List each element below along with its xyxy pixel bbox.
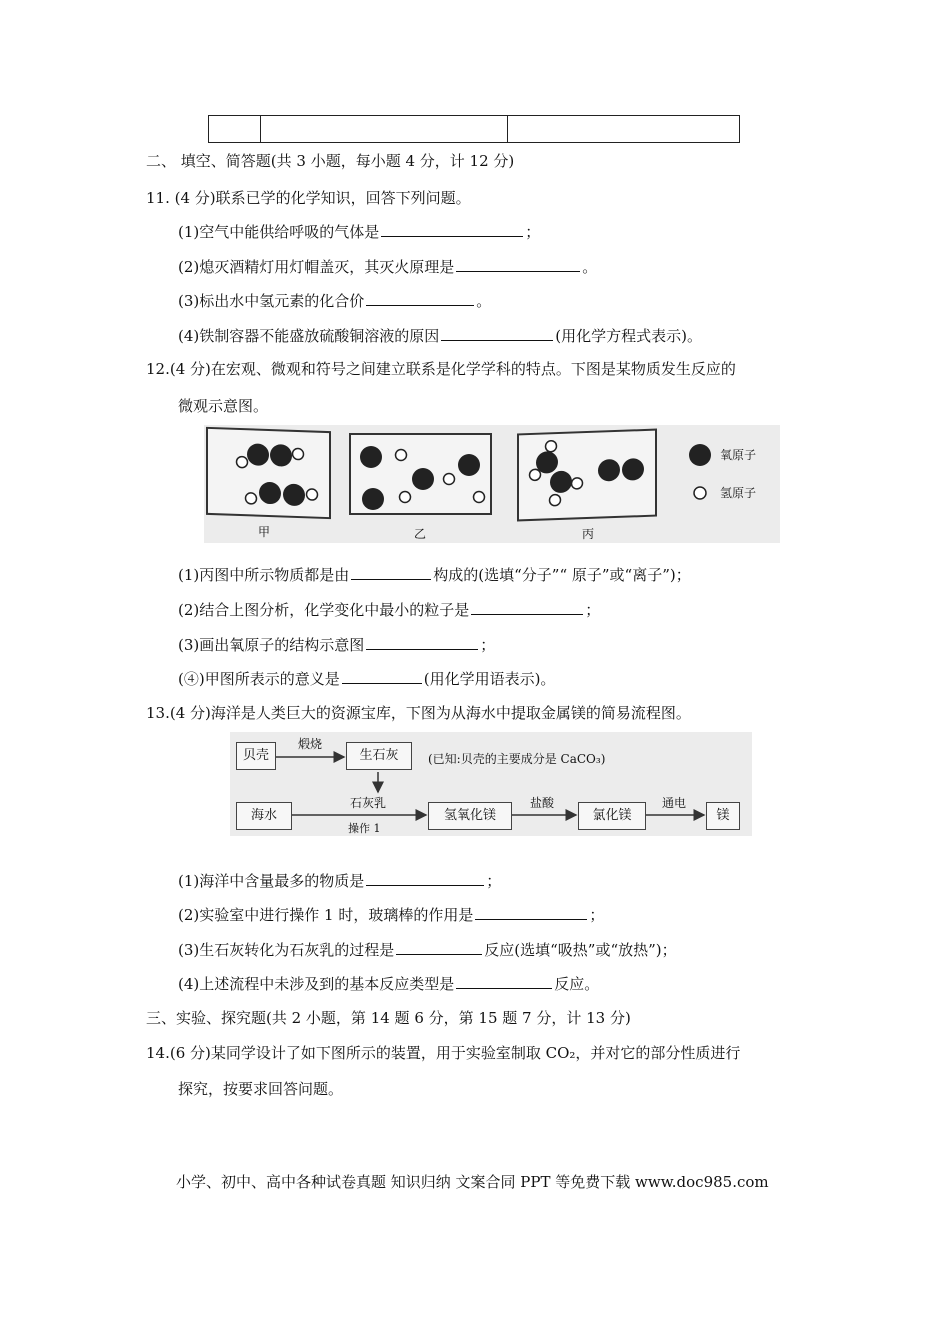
legend-oxygen: 氧原子 <box>720 448 757 462</box>
table-divider <box>507 116 508 142</box>
table-divider <box>260 116 261 142</box>
answer-blank[interactable] <box>475 905 587 920</box>
answer-blank[interactable] <box>441 326 553 341</box>
q12-part3: (3)画出氧原子的结构示意图 ； <box>178 636 496 654</box>
flow-limemilk: 石灰乳 <box>350 796 387 810</box>
flow-seawater: 海水 <box>236 802 292 830</box>
answer-blank[interactable] <box>456 257 580 272</box>
answer-blank[interactable] <box>366 635 478 650</box>
micro-reaction-figure <box>204 425 780 543</box>
q14-stem-line2: 探究，按要求回答问题。 <box>178 1080 344 1098</box>
water-molecules-icon <box>208 429 329 517</box>
magnesium-flowchart <box>230 732 752 836</box>
hydrogen-atom-icon <box>692 485 708 501</box>
answer-blank[interactable] <box>366 871 484 886</box>
box-yi <box>349 433 492 515</box>
q11-part1: (1)空气中能供给呼吸的气体是 ； <box>178 223 541 241</box>
q13-part3: (3)生石灰转化为石灰乳的过程是 反应(选填“吸热”或“放热”)； <box>178 941 677 959</box>
label-bing: 丙 <box>582 527 595 541</box>
answer-blank[interactable] <box>342 669 422 684</box>
q13-part1: (1)海洋中含量最多的物质是 ； <box>178 872 502 890</box>
flow-operation1: 操作 1 <box>348 822 381 835</box>
flow-mg: 镁 <box>706 802 740 830</box>
q11-part3: (3)标出水中氢元素的化合价 。 <box>178 292 492 310</box>
flow-shell: 贝壳 <box>236 742 276 770</box>
answer-blank[interactable] <box>471 600 583 615</box>
q13-part4: (4)上述流程中未涉及到的基本反应类型是 反应。 <box>178 975 600 993</box>
flow-electrolysis: 通电 <box>662 796 687 810</box>
answer-blank[interactable] <box>351 565 431 580</box>
q14-stem-line1: 14.(6 分)某同学设计了如下图所示的装置，用于实验室制取 CO₂，并对它的部分性质进行 <box>146 1044 741 1062</box>
product-molecules-icon <box>519 431 655 520</box>
q11-part4: (4)铁制容器不能盛放硫酸铜溶液的原因 (用化学方程式表示)。 <box>178 327 702 345</box>
answer-blank[interactable] <box>396 940 482 955</box>
box-jia <box>206 427 331 519</box>
section2-title: 二、 填空、简答题(共 3 小题，每小题 4 分，计 12 分) <box>146 152 515 170</box>
flow-note: (已知:贝壳的主要成分是 CaCO₃) <box>428 752 606 766</box>
flow-mgcl: 氯化镁 <box>578 802 646 830</box>
section3-title: 三、实验、探究题(共 2 小题，第 14 题 6 分，第 15 题 7 分，计 13 分) <box>146 1009 631 1027</box>
answer-table-row <box>208 115 740 143</box>
q13-part2: (2)实验室中进行操作 1 时，玻璃棒的作用是 ； <box>178 906 605 924</box>
q12-part4: (④)甲图所表示的意义是 (用化学用语表示)。 <box>178 670 556 688</box>
box-bing <box>517 429 657 522</box>
q11-stem: 11. (4 分)联系已学的化学知识，回答下列问题。 <box>146 189 471 207</box>
separate-atoms-icon <box>351 435 490 513</box>
q12-stem-line2: 微观示意图。 <box>178 397 269 415</box>
page-footer: 小学、初中、高中各种试卷真题 知识归纳 文案合同 PPT 等免费下载 www.doc985.com <box>176 1173 769 1191</box>
q12-part1: (1)丙图中所示物质都是由 构成的(选填“分子”“ 原子”或“离子”)； <box>178 566 691 584</box>
q13-stem: 13.(4 分)海洋是人类巨大的资源宝库，下图为从海水中提取金属镁的简易流程图。 <box>146 704 691 722</box>
label-jia: 甲 <box>258 525 271 539</box>
flow-calcine: 煅烧 <box>298 737 323 751</box>
q12-part2: (2)结合上图分析，化学变化中最小的粒子是 ； <box>178 601 601 619</box>
answer-blank[interactable] <box>381 222 523 237</box>
flow-quicklime: 生石灰 <box>346 742 412 770</box>
answer-blank[interactable] <box>456 974 552 989</box>
flow-hcl: 盐酸 <box>530 796 555 810</box>
flow-mgoh: 氢氧化镁 <box>428 802 512 830</box>
oxygen-atom-icon <box>688 443 712 467</box>
q11-part2: (2)熄灭酒精灯用灯帽盖灭，其灭火原理是 。 <box>178 258 598 276</box>
legend-hydrogen: 氢原子 <box>720 486 757 500</box>
label-yi: 乙 <box>414 527 427 541</box>
q12-stem-line1: 12.(4 分)在宏观、微观和符号之间建立联系是化学学科的特点。下图是某物质发生反应的 <box>146 360 736 378</box>
answer-blank[interactable] <box>366 291 474 306</box>
